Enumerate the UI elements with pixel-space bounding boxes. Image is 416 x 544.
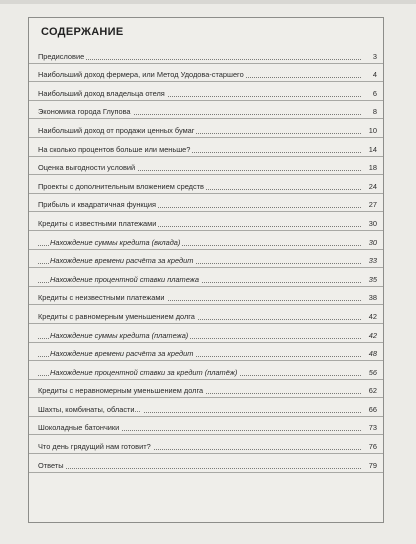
toc-entry-page-number: 24	[368, 181, 377, 191]
toc-entry-page-number: 38	[368, 293, 377, 303]
page-top-strip	[0, 0, 416, 4]
toc-entry-title: На сколько процентов больше или меньше?	[38, 144, 191, 154]
toc-entry	[29, 138, 383, 157]
toc-entry	[29, 454, 383, 473]
toc-entry	[29, 417, 383, 436]
toc-entry	[29, 435, 383, 454]
toc-entry	[29, 175, 383, 194]
toc-entry	[29, 194, 383, 213]
toc-entry-title: Наибольший доход от продажи ценных бумаг	[38, 125, 195, 135]
toc-entry-page-number: 76	[368, 442, 377, 452]
toc-entry	[29, 82, 383, 101]
toc-entry	[29, 64, 383, 83]
toc-entry-page-number: 33	[368, 256, 377, 266]
toc-entry-title: Шахты, комбинаты, области...	[38, 404, 141, 414]
toc-entry-page-number: 14	[368, 144, 377, 154]
toc-entry-title: Прибыль и квадратичная функция	[38, 200, 157, 210]
toc-entry-title: Предисловие	[38, 51, 85, 61]
toc-entry-title: Наибольший доход фермера, или Метод Удодова-старшего	[38, 70, 244, 80]
toc-entry	[29, 380, 383, 399]
toc-entry-title: Что день грядущий нам готовит?	[38, 442, 151, 452]
toc-entry-title: Наибольший доход владельца отеля	[38, 88, 165, 98]
dot-leader	[38, 59, 361, 60]
toc-entry-title: Нахождение времени расчёта за кредит	[50, 256, 194, 266]
toc-entry	[29, 398, 383, 417]
toc-entry-page-number: 10	[368, 125, 377, 135]
toc-entry	[29, 45, 383, 64]
toc-entry-title: Нахождение суммы кредита (вклада)	[50, 237, 181, 247]
toc-entry-page-number: 6	[372, 88, 377, 98]
toc-entry-page-number: 30	[368, 237, 377, 247]
toc-subentry	[29, 250, 383, 269]
dot-leader	[38, 468, 361, 469]
toc-entry-page-number: 3	[372, 51, 377, 61]
toc-entry-page-number: 18	[368, 163, 377, 173]
toc-entry-title: Нахождение процентной ставки платежа	[50, 274, 199, 284]
table-of-contents	[28, 17, 384, 523]
toc-subentry	[29, 343, 383, 362]
toc-entry-title: Кредиты с равномерным уменьшением долга	[38, 311, 195, 321]
toc-entry-title: Оценка выгодности условий	[38, 163, 136, 173]
toc-entry-title: Нахождение суммы кредита (платежа)	[50, 330, 189, 340]
toc-entry-page-number: 79	[368, 460, 377, 470]
toc-entry	[29, 287, 383, 306]
toc-entry-title: Шоколадные батончики	[38, 423, 120, 433]
toc-entry	[29, 119, 383, 138]
toc-subentry	[29, 324, 383, 343]
toc-entry	[29, 212, 383, 231]
toc-title: СОДЕРЖАНИЕ	[41, 26, 124, 38]
toc-entry	[29, 157, 383, 176]
toc-subentry	[29, 231, 383, 250]
toc-entry-title: Нахождение времени расчёта за кредит	[50, 349, 194, 359]
toc-entry	[29, 305, 383, 324]
toc-entry-title: Экономика города Глупова	[38, 107, 131, 117]
toc-entry-page-number: 35	[368, 274, 377, 284]
toc-entry-page-number: 73	[368, 423, 377, 433]
toc-subentry	[29, 268, 383, 287]
toc-entry	[29, 101, 383, 120]
toc-entry-title: Проекты с дополнительным вложением средств	[38, 181, 204, 191]
toc-entry-title: Нахождение процентной ставки за кредит (платёж)	[50, 367, 238, 377]
toc-subentry	[29, 361, 383, 380]
toc-entry-page-number: 62	[368, 386, 377, 396]
toc-entry-page-number: 27	[368, 200, 377, 210]
toc-entry-page-number: 42	[368, 311, 377, 321]
toc-entry-page-number: 4	[372, 70, 377, 80]
toc-entry-title: Ответы	[38, 460, 64, 470]
toc-list	[29, 45, 383, 473]
toc-entry-page-number: 8	[372, 107, 377, 117]
toc-entry-page-number: 30	[368, 218, 377, 228]
toc-entry-title: Кредиты с известными платежами	[38, 218, 157, 228]
toc-entry-page-number: 66	[368, 404, 377, 414]
toc-entry-page-number: 48	[368, 349, 377, 359]
toc-entry-page-number: 56	[368, 367, 377, 377]
toc-entry-title: Кредиты с неравномерным уменьшением долга	[38, 386, 204, 396]
toc-entry-page-number: 42	[368, 330, 377, 340]
toc-entry-title: Кредиты с неизвестными платежами	[38, 293, 165, 303]
